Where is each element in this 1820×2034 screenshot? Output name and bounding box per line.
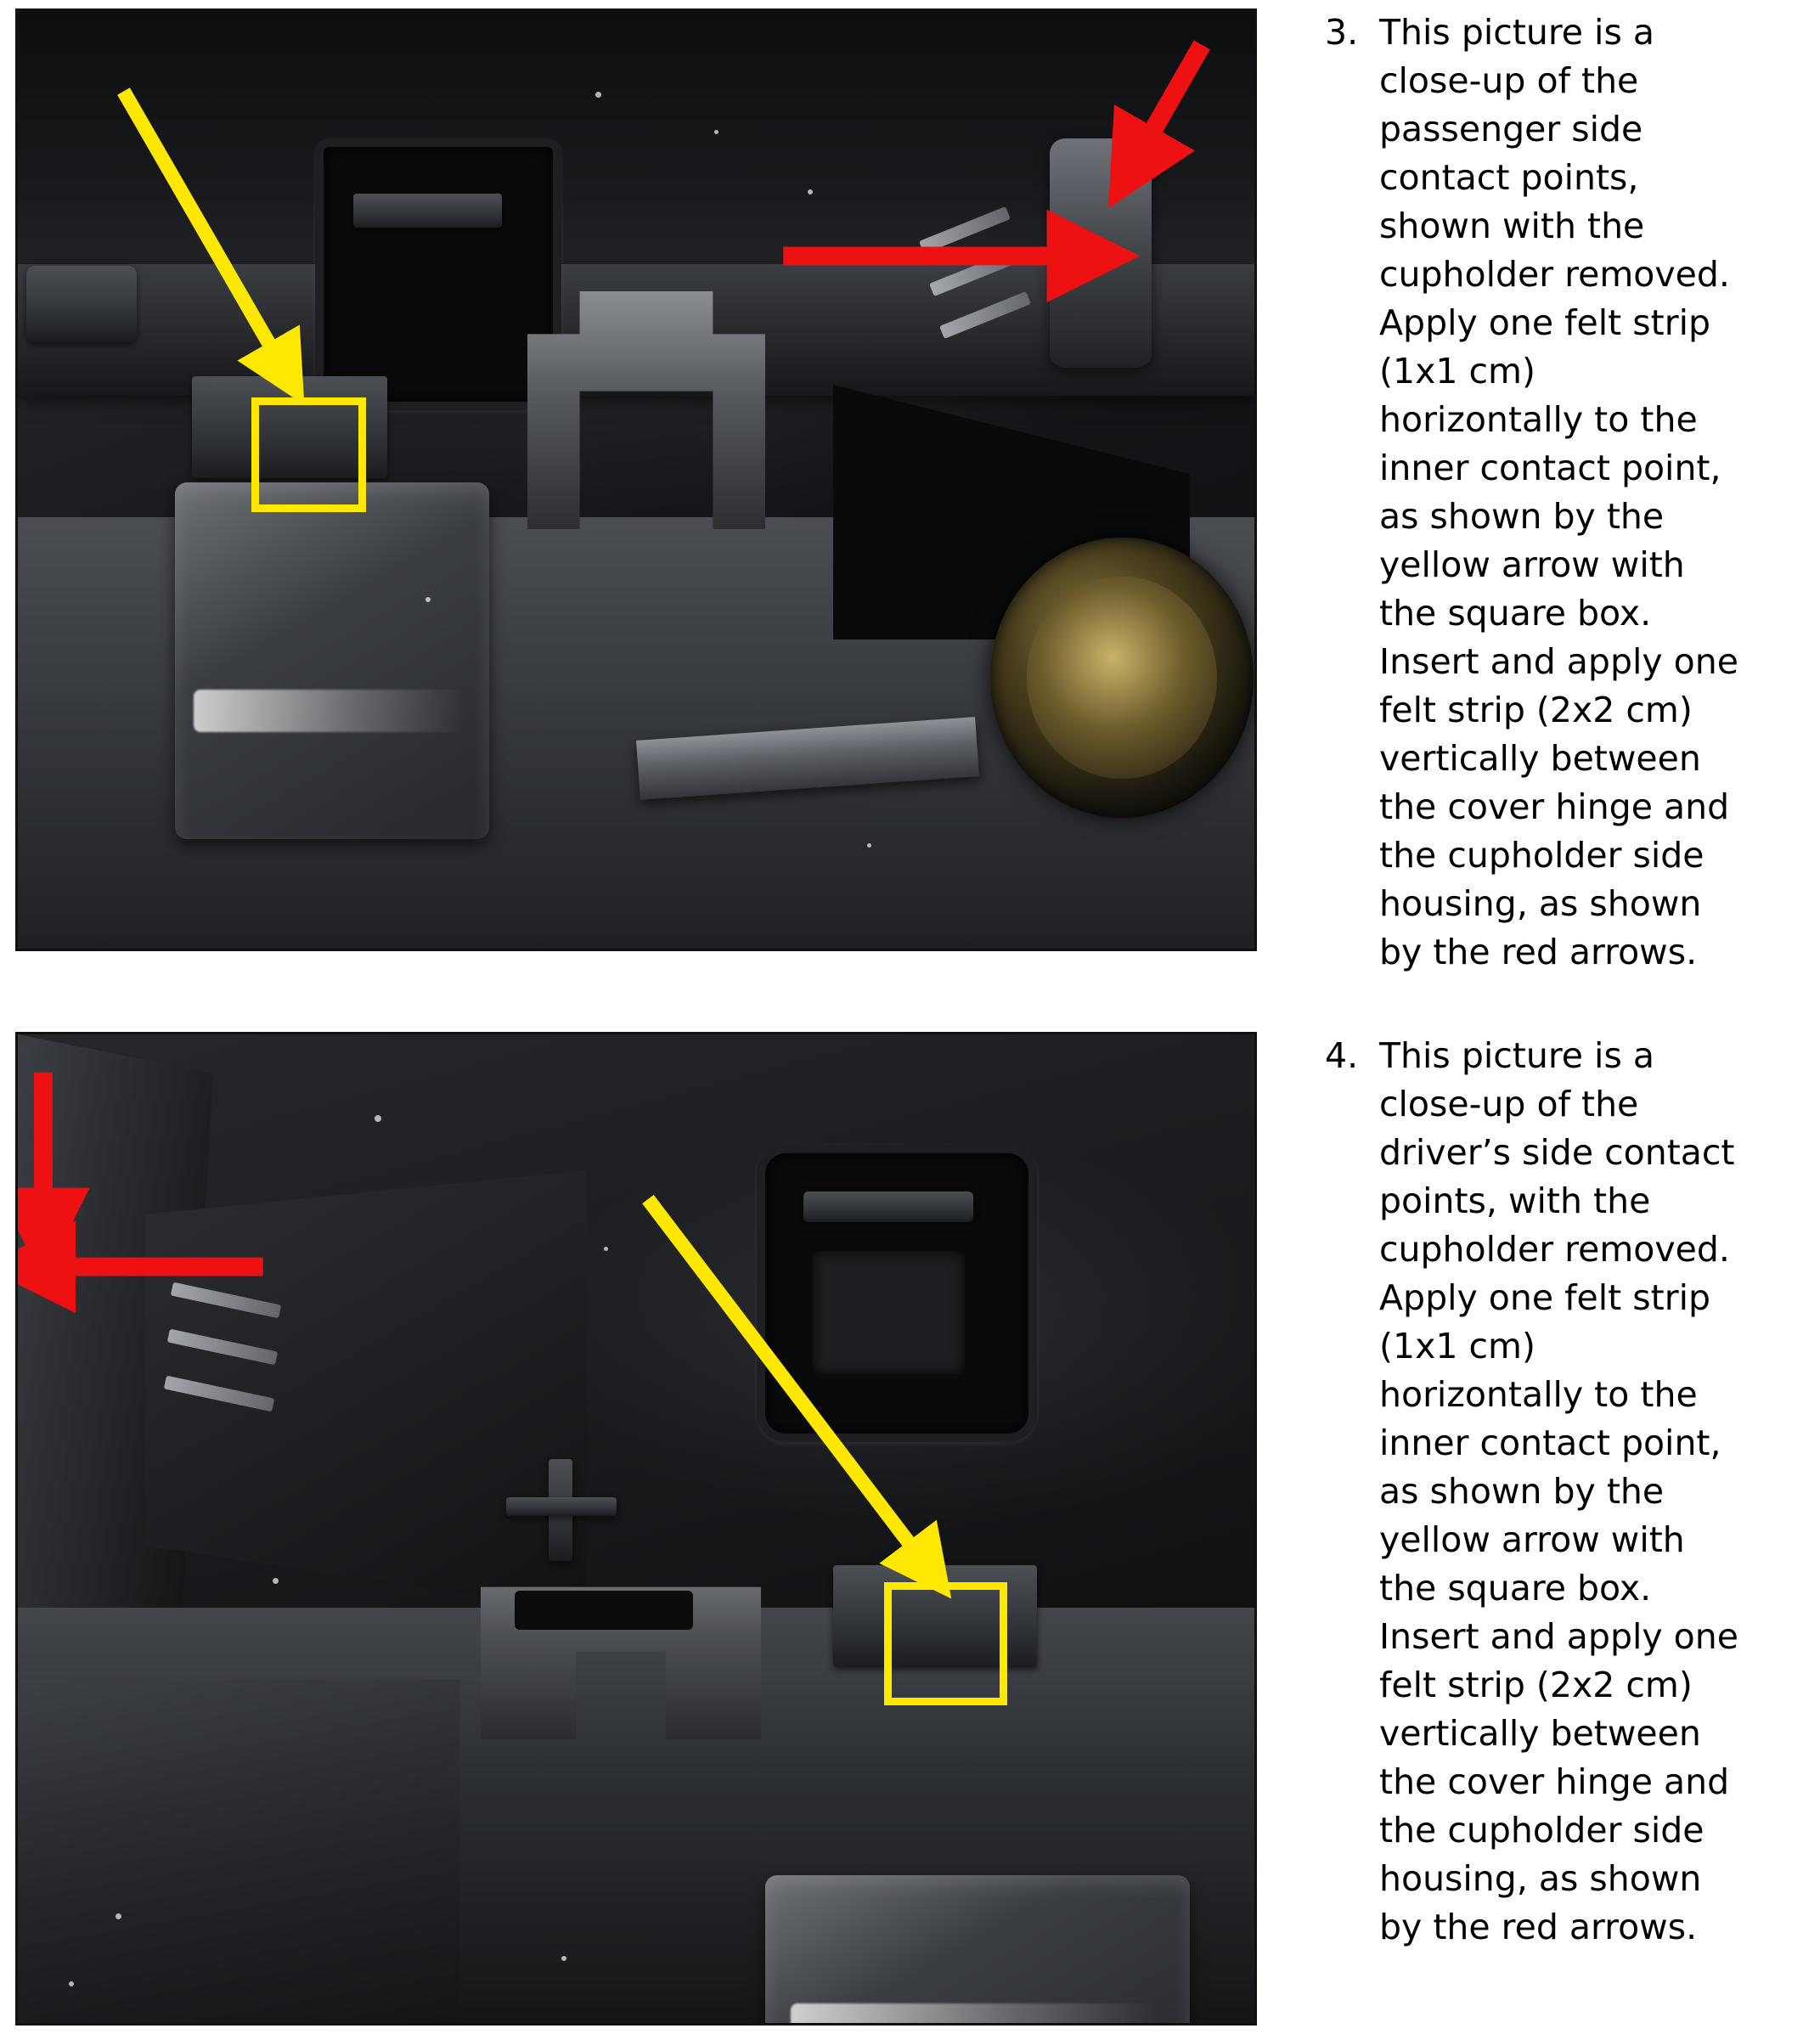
step-number-3: 3. xyxy=(1325,12,1359,53)
step-text-4: This picture is a close-up of the driver’s side contact points, with the cupholder removed. Apply one felt strip (1x1 cm) horizontally to the inner contact point, as shown by the yellow arrow with the square box. Insert and apply one felt strip (2x2 cm) vertically between the cover hinge and the cupholder side housing, as shown by the red arrows. xyxy=(1379,1035,1738,1947)
cupholder-mount-pad xyxy=(765,1875,1190,2026)
yellow-square-box xyxy=(884,1582,1007,1705)
clip-slot-window xyxy=(812,1251,965,1374)
dust-speck xyxy=(867,843,871,848)
step-number-4: 4. xyxy=(1325,1035,1359,1076)
dust-speck xyxy=(425,597,431,602)
caption-step-3 xyxy=(1316,8,1792,977)
cupholder-mount-pad xyxy=(175,482,489,839)
console-lower-left-pad xyxy=(18,1680,459,2026)
step-block-3 xyxy=(15,8,1807,977)
dust-speck xyxy=(116,1913,121,1919)
clip-slot-upper xyxy=(315,138,561,410)
dust-speck xyxy=(604,1247,608,1251)
dust-speck xyxy=(273,1578,279,1584)
metal-post-cross xyxy=(506,1497,617,1516)
clip-slot-upper-tongue xyxy=(803,1192,973,1222)
clip-slot-upper-tongue xyxy=(353,194,502,228)
dust-speck xyxy=(375,1115,381,1122)
power-socket xyxy=(990,538,1254,818)
figure-passenger-side-contact-points xyxy=(15,8,1257,951)
console-left-tab xyxy=(26,266,137,342)
yellow-square-box xyxy=(251,397,366,512)
caption-step-4 xyxy=(1316,1032,1792,1952)
dust-speck xyxy=(808,189,813,194)
dust-speck xyxy=(69,1981,74,1986)
dust-speck xyxy=(714,130,718,134)
step-text-3: This picture is a close-up of the passenger side contact points, shown with the cupholder removed. Apply one felt strip (1x1 cm) horizontally to the inner contact point, as shown by the yellow arrow with the square box. Insert and apply one felt strip (2x2 cm) vertically between the cover hinge and the cupholder side housing, as shown by the red arrows. xyxy=(1379,12,1738,972)
dust-speck xyxy=(561,1956,566,1961)
cover-hinge-post xyxy=(1050,138,1152,368)
step-block-4 xyxy=(15,1032,1807,2026)
figure-driver-side-contact-points xyxy=(15,1032,1257,2026)
dust-speck xyxy=(595,92,601,98)
metal-bracket-slot xyxy=(515,1591,693,1630)
